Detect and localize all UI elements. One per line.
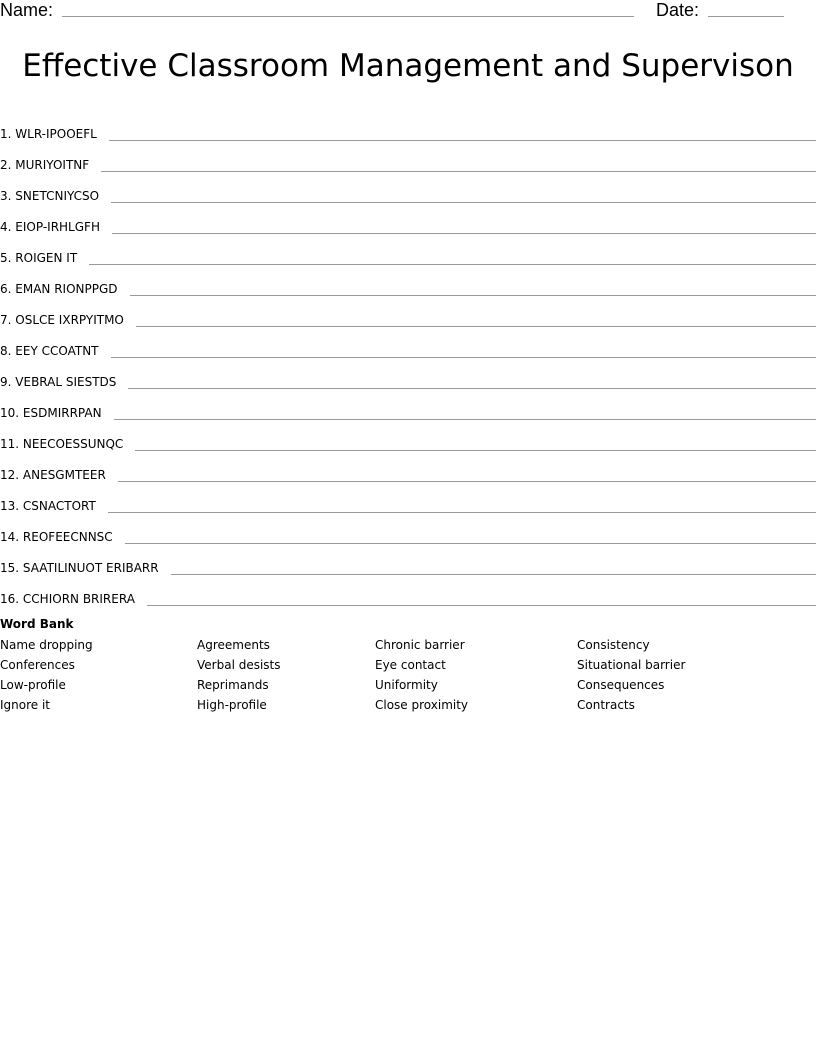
scrambled-word: EEY CCOATNT: [15, 344, 99, 358]
answer-line[interactable]: [128, 387, 816, 389]
puzzle-number: 16.: [0, 592, 20, 606]
name-label: Name:: [0, 0, 54, 20]
word-bank-item: Ignore it: [0, 698, 51, 712]
puzzle-item: [0, 143, 816, 174]
scrambled-word: EIOP-IRHLGFH: [15, 220, 100, 234]
puzzle-item: [0, 484, 816, 515]
puzzle-number: 7.: [0, 313, 12, 327]
answer-line[interactable]: [125, 542, 816, 544]
word-bank-item: Close proximity: [375, 698, 469, 712]
word-bank-item: Eye contact: [375, 658, 446, 672]
date-label: Date:: [656, 0, 700, 20]
puzzle-number: 3.: [0, 189, 12, 203]
scrambled-word: MURIYOITNF: [15, 158, 90, 172]
answer-line[interactable]: [111, 356, 816, 358]
puzzle-item: [0, 422, 816, 453]
puzzle-number: 15.: [0, 561, 20, 575]
puzzle-item: [0, 112, 816, 143]
name-field[interactable]: [62, 16, 634, 17]
scrambled-word: CSNACTORT: [22, 499, 96, 513]
answer-line[interactable]: [118, 480, 816, 482]
scrambled-word: VEBRAL SIESTDS: [15, 375, 117, 389]
puzzle-item: [0, 205, 816, 236]
puzzle-number: 2.: [0, 158, 12, 172]
word-bank-item: Consistency: [577, 638, 650, 652]
puzzle-item: [0, 329, 816, 360]
puzzle-number: 6.: [0, 282, 12, 296]
scrambled-word: WLR-IPOOEFL: [15, 127, 97, 141]
word-bank-item: Situational barrier: [577, 658, 686, 672]
puzzle-item: [0, 298, 816, 329]
word-bank-item: Name dropping: [0, 638, 93, 652]
puzzle-item: [0, 360, 816, 391]
puzzle-number: 1.: [0, 127, 12, 141]
answer-line[interactable]: [136, 325, 816, 327]
scrambled-word: OSLCE IXRPYITMO: [15, 313, 124, 327]
scrambled-word: REOFEECNNSC: [22, 530, 113, 544]
puzzle-number: 13.: [0, 499, 20, 513]
scrambled-word: NEECOESSUNQC: [22, 437, 124, 451]
word-bank-title: Word Bank: [0, 617, 74, 631]
puzzle-item: [0, 267, 816, 298]
scrambled-word: ESDMIRRPAN: [22, 406, 102, 420]
word-bank-item: Reprimands: [197, 678, 269, 692]
answer-line[interactable]: [114, 418, 816, 420]
answer-line[interactable]: [135, 449, 816, 451]
word-bank-item: Consequences: [577, 678, 665, 692]
puzzle-number: 4.: [0, 220, 12, 234]
puzzle-item: [0, 546, 816, 577]
answer-line[interactable]: [109, 139, 816, 141]
scrambled-word: SAATILINUOT ERIBARR: [22, 561, 159, 575]
puzzle-number: 14.: [0, 530, 20, 544]
word-bank-item: Agreements: [197, 638, 270, 652]
puzzle-item: [0, 391, 816, 422]
header-row: [0, 0, 816, 22]
answer-line[interactable]: [147, 604, 816, 606]
puzzle-number: 11.: [0, 437, 20, 451]
word-bank-column: [0, 635, 93, 715]
puzzle-item: [0, 577, 816, 608]
answer-line[interactable]: [111, 201, 816, 203]
answer-line[interactable]: [171, 573, 816, 575]
word-bank-item: High-profile: [197, 698, 267, 712]
scrambled-word: CCHIORN BRIRERA: [22, 592, 135, 606]
puzzle-item: [0, 515, 816, 546]
answer-line[interactable]: [89, 263, 816, 265]
word-bank-item: Verbal desists: [197, 658, 281, 672]
word-bank-item: Low-profile: [0, 678, 66, 692]
answer-line[interactable]: [108, 511, 816, 513]
answer-line[interactable]: [130, 294, 816, 296]
puzzle-number: 8.: [0, 344, 12, 358]
scrambled-word: EMAN RIONPPGD: [15, 282, 118, 296]
word-bank-column: [577, 635, 685, 715]
puzzle-item: [0, 174, 816, 205]
puzzle-number: 9.: [0, 375, 12, 389]
answer-line[interactable]: [101, 170, 816, 172]
puzzle-number: 10.: [0, 406, 20, 420]
word-bank-item: Conferences: [0, 658, 75, 672]
puzzle-item: [0, 453, 816, 484]
answer-line[interactable]: [112, 232, 816, 234]
puzzle-list: [0, 112, 816, 608]
word-bank-column: [197, 635, 281, 715]
word-bank-item: Contracts: [577, 698, 635, 712]
word-bank-column: [375, 635, 468, 715]
word-bank-item: Chronic barrier: [375, 638, 465, 652]
date-field[interactable]: [708, 16, 784, 17]
puzzle-number: 5.: [0, 251, 12, 265]
page-title: Effective Classroom Management and Supervison: [22, 48, 794, 84]
scrambled-word: SNETCNIYCSO: [15, 189, 100, 203]
scrambled-word: ROIGEN IT: [15, 251, 78, 265]
word-bank-item: Uniformity: [375, 678, 438, 692]
puzzle-item: [0, 236, 816, 267]
scrambled-word: ANESGMTEER: [22, 468, 106, 482]
puzzle-number: 12.: [0, 468, 20, 482]
